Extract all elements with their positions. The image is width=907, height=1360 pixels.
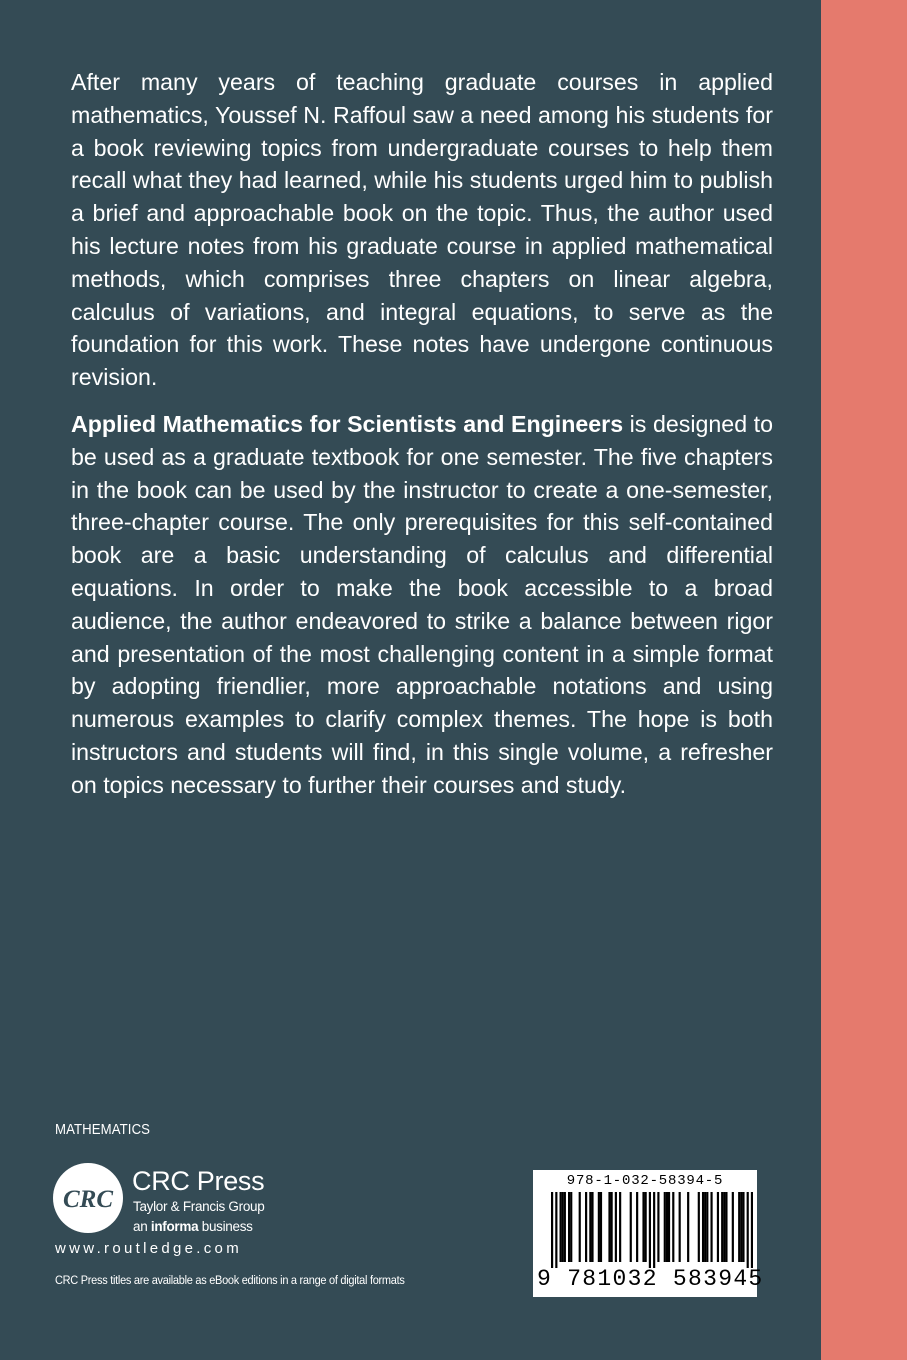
barcode-bar [740,1192,742,1262]
barcode-bar [619,1192,621,1262]
barcode-bar [653,1192,655,1268]
barcode-bar [747,1192,749,1268]
barcode-bar [615,1192,617,1262]
barcode-bar [687,1192,689,1262]
ebook-availability-note: CRC Press titles are available as eBook editions in a range of digital formats [55,1273,405,1287]
book-title: Applied Mathematics for Scientists and Engineers [71,410,624,437]
barcode-bar [717,1192,719,1262]
back-cover-blurb [71,66,773,802]
barcode-bar [706,1192,708,1262]
ean-digits: 9 781032 583945 [537,1266,764,1292]
barcode-bar [702,1192,704,1262]
crc-press-logo-icon [53,1163,123,1233]
barcode-bar [551,1192,553,1268]
barcode-bar [589,1192,591,1262]
barcode-bar [751,1192,753,1268]
informa-prefix: an [133,1219,151,1234]
barcode-bar [564,1192,566,1262]
barcode-bar [608,1192,610,1262]
barcode-bar [704,1192,706,1262]
barcode-bar [585,1192,587,1262]
barcode-bar [568,1192,570,1262]
barcode-bar [657,1192,659,1262]
informa-word: informa [150,1219,199,1234]
barcode-bar [664,1192,666,1262]
blurb-paragraph-2-text: is designed to be used as a graduate textbook for one semester. The five chapters in the book can be used by the instructor to create a one-semester, three-chapter course. The only prerequisites for this self-contained book are a basic understanding of calculus and differential equations. In order to make the book accessible to a broad audience, the author endeavored to strike a balance between rigor and presentation of the most challenging content in a simple format by adopting friendlier, more approachable notations and using numerous examples to clarify complex themes. The hope is both instructors and students will find, in this single volume, a refresher on topics necessary to further their courses and study. [71,410,773,798]
publisher-group: Taylor & Francis Group [133,1199,265,1214]
barcode-bar [645,1192,647,1262]
barcode-bar [636,1192,638,1262]
blurb-paragraph-2 [71,408,773,802]
spine-color-strip [821,0,907,1360]
barcode-bar [649,1192,651,1268]
barcode-bar [570,1192,572,1262]
logo-lettering: CRC [62,1186,114,1213]
barcode-bar [555,1192,557,1268]
barcode-bar [560,1192,562,1262]
barcode-bar [630,1192,632,1262]
publisher-name: CRC Press [132,1166,265,1196]
barcode-bar [732,1192,734,1262]
publisher-website: www.routledge.com [55,1240,242,1257]
informa-suffix: business [198,1219,253,1234]
barcode-bar [710,1192,712,1262]
barcode-bars [537,1192,753,1268]
blurb-paragraph-1: After many years of teaching graduate courses in applied mathematics, Youssef N. Raffoul saw a need among his students for a book reviewing topics from undergraduate courses to help them recall what they had learned, while his students urged him to publish a brief and approachable book on the topic. Thus, the author used his lecture notes from his graduate course in applied mathematical methods, which comprises three chapters on linear algebra, calculus of variations, and integral equations, to serve as the foundation for this work. These notes have undergone continuous revision. [71,69,773,391]
barcode-bar [600,1192,602,1262]
barcode-bar [679,1192,681,1262]
barcode-bar [668,1192,670,1262]
barcode-bar [738,1192,740,1262]
barcode-bar [591,1192,593,1262]
barcode-bar [672,1192,674,1262]
barcode-bar [725,1192,727,1262]
isbn-barcode [533,1170,764,1297]
barcode-bar [698,1192,700,1262]
publisher-informa-line [133,1219,253,1234]
barcode-bar [642,1192,644,1262]
isbn-number: 978-1-032-58394-5 [566,1173,724,1189]
barcode-bar [666,1192,668,1262]
subject-category: MATHEMATICS [55,1121,151,1138]
barcode-bar [579,1192,581,1262]
barcode-bar [611,1192,613,1262]
barcode-bar [562,1192,564,1262]
barcode-bar [723,1192,725,1262]
barcode-bar [721,1192,723,1262]
barcode-bar [742,1192,744,1262]
barcode-bar [598,1192,600,1262]
